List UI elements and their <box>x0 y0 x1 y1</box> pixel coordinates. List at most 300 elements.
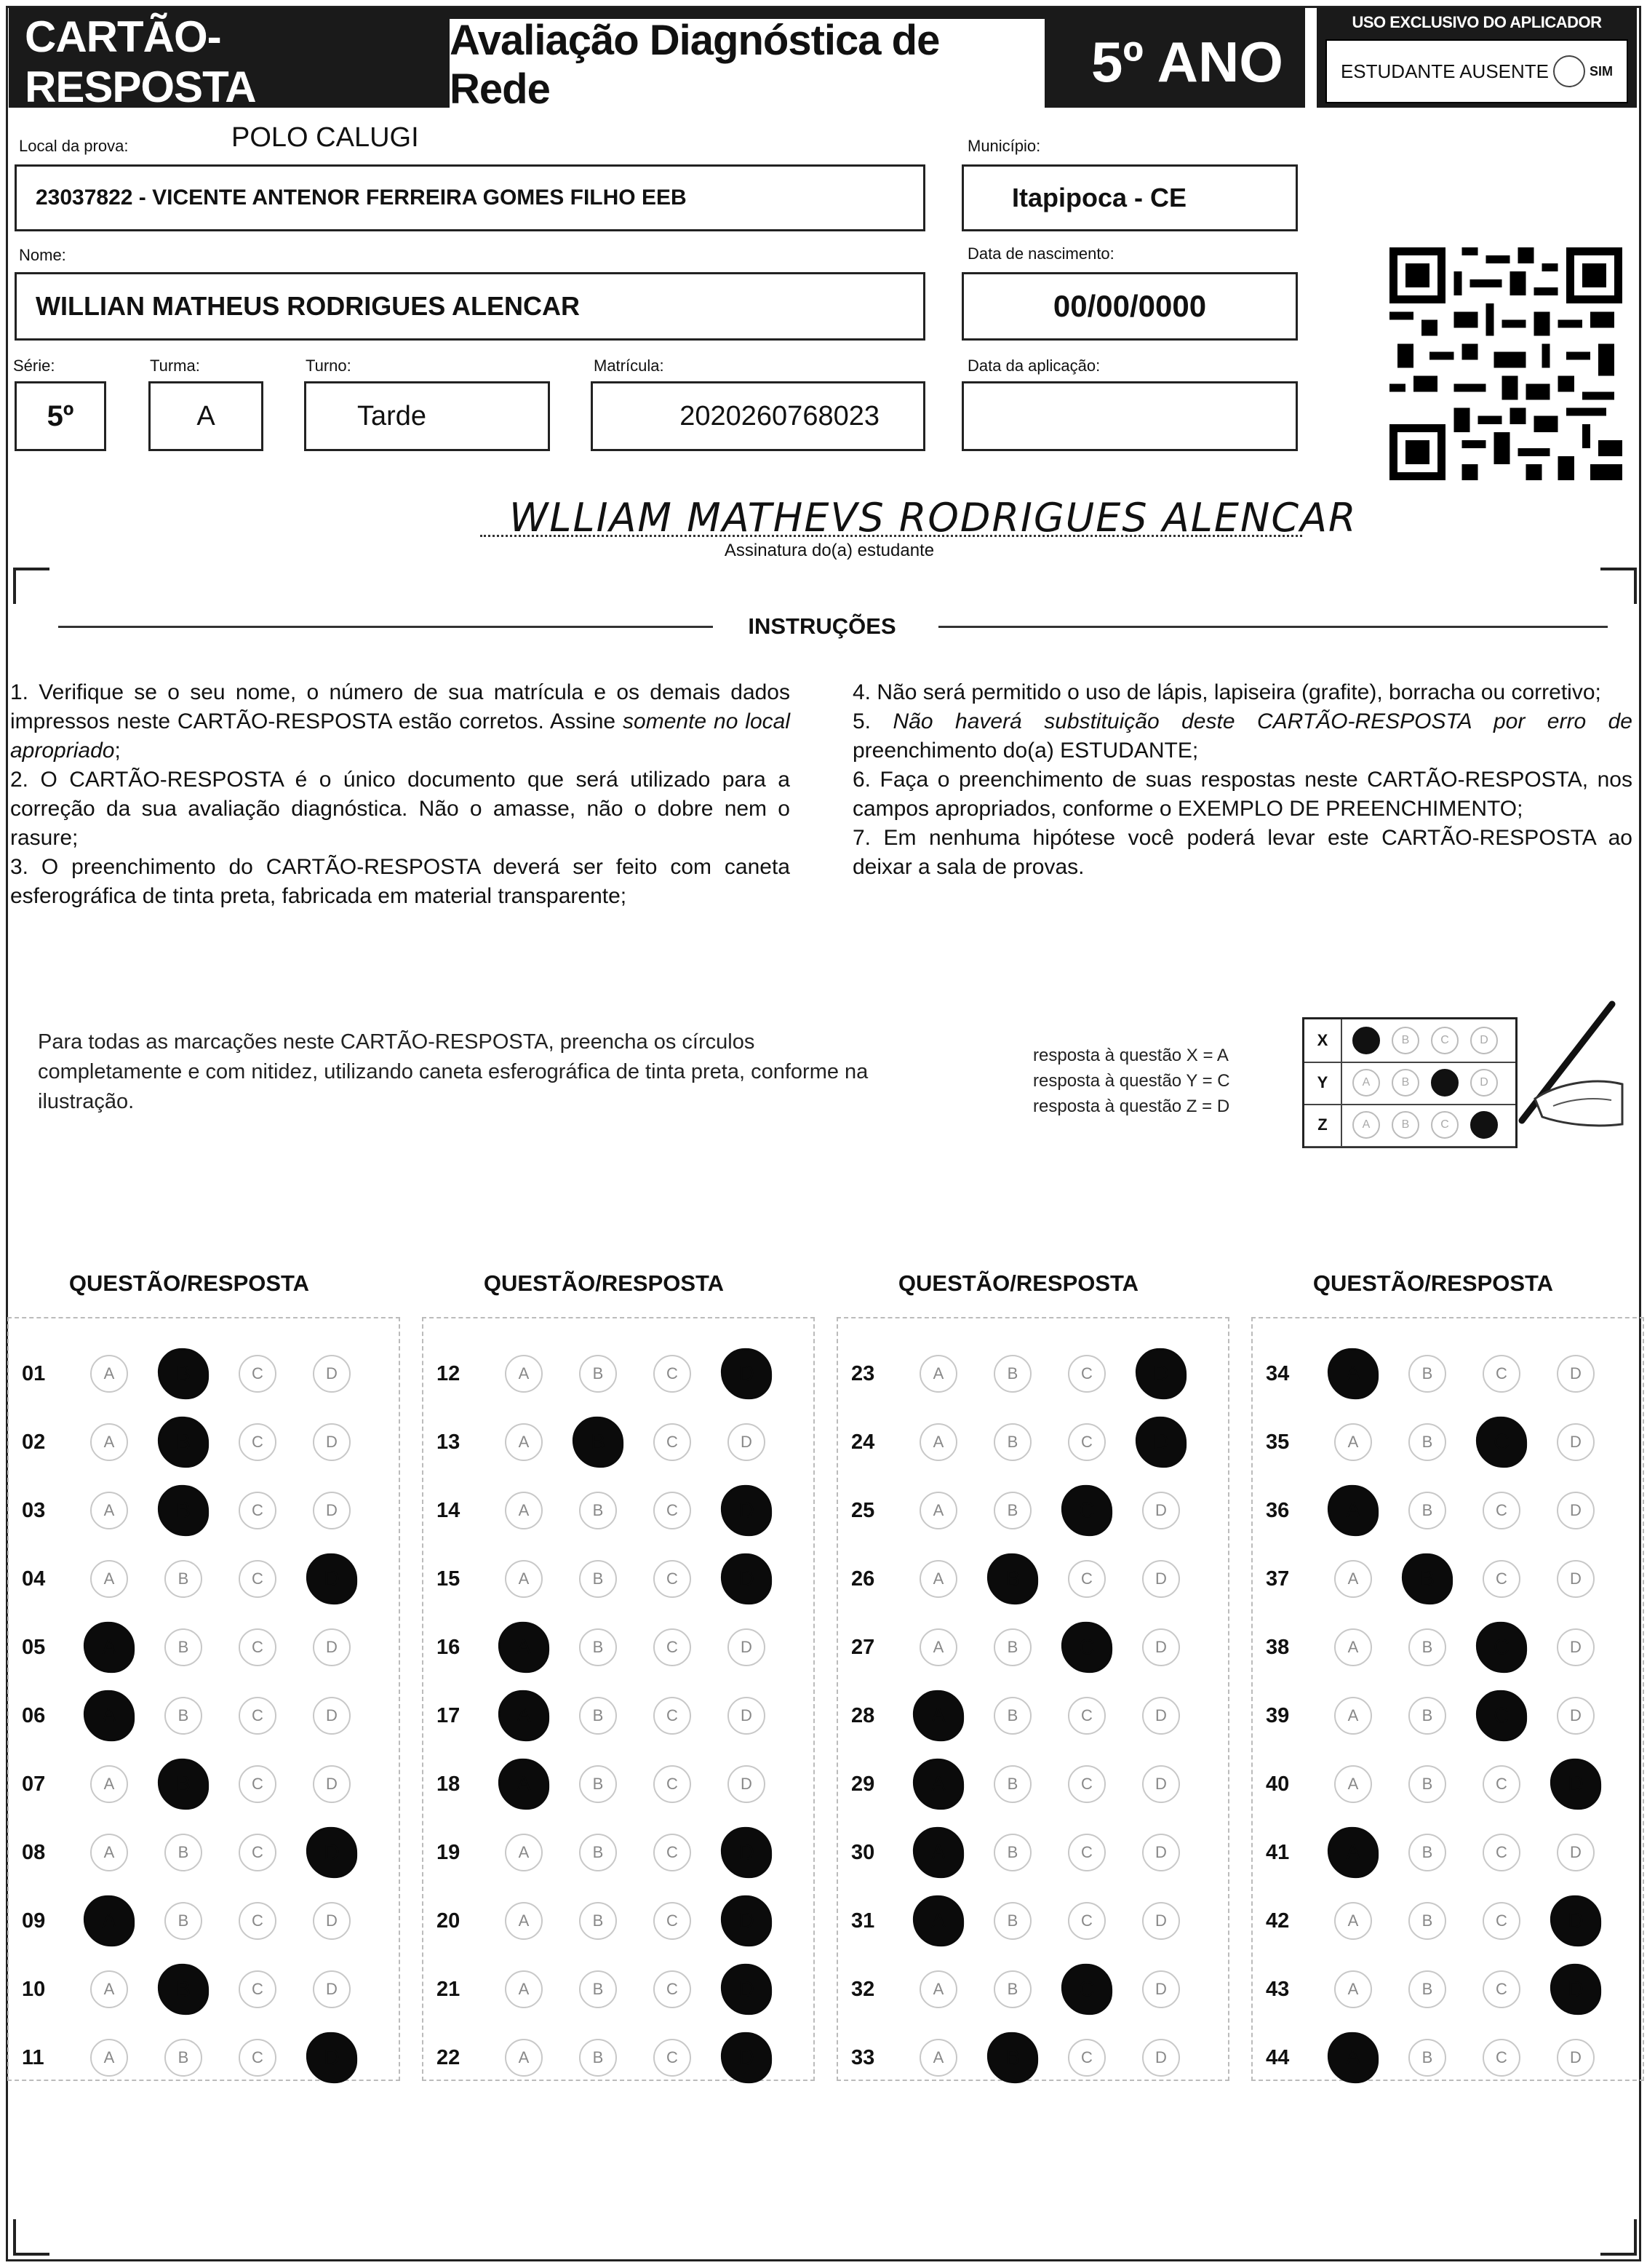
answer-bubble-a[interactable]: A <box>1328 1348 1379 1399</box>
question-number: 26 <box>851 1567 875 1591</box>
question-number: 36 <box>1266 1498 1290 1522</box>
answer-bubble-a[interactable]: A <box>90 1970 128 2008</box>
legend-x: resposta à questão X = A <box>1033 1046 1229 1065</box>
question-row <box>851 1420 1193 1464</box>
answer-bubble-c[interactable]: C <box>239 1834 276 1871</box>
answer-bubble-c[interactable]: C <box>1483 1970 1520 2008</box>
nome-label: Nome: <box>19 246 66 264</box>
answer-bubble-c[interactable]: C <box>239 1355 276 1393</box>
answer-bubble-d[interactable]: D <box>1142 1492 1180 1529</box>
answer-bubble-b[interactable]: B <box>994 1834 1032 1871</box>
question-number: 41 <box>1266 1840 1290 1864</box>
answer-bubble-d[interactable]: D <box>1142 2039 1180 2077</box>
applicator-title: USO EXCLUSIVO DO APLICADOR <box>1352 13 1602 31</box>
instructions-title: INSTRUÇÕES <box>748 613 896 639</box>
answer-bubble-a[interactable]: A <box>1334 1970 1372 2008</box>
question-number: 08 <box>22 1840 46 1864</box>
answer-bubble-d[interactable]: D <box>1142 1765 1180 1803</box>
answer-bubble-d[interactable]: D <box>1142 1628 1180 1666</box>
answer-bubble-d[interactable]: D <box>1550 1759 1601 1810</box>
example-bubble: B <box>1392 1111 1419 1139</box>
answer-column-title: QUESTÃO/RESPOSTA <box>68 1270 310 1296</box>
answer-bubble-a[interactable]: A <box>1328 1827 1379 1878</box>
answer-bubble-a[interactable]: A <box>90 1355 128 1393</box>
answer-bubble-a[interactable]: A <box>505 1492 543 1529</box>
answer-bubble-d[interactable]: D <box>1557 1355 1595 1393</box>
answer-bubble-b[interactable]: B <box>1408 1765 1446 1803</box>
answer-bubble-c[interactable]: C <box>239 1628 276 1666</box>
answer-bubble-c[interactable]: C <box>653 1423 691 1461</box>
instructions-right <box>853 678 1632 882</box>
example-row-label: Z <box>1304 1104 1342 1146</box>
answer-bubble-c[interactable]: C <box>653 1970 691 2008</box>
question-row <box>22 1557 364 1601</box>
legend-z: resposta à questão Z = D <box>1033 1097 1230 1116</box>
answer-bubble-d[interactable]: D <box>313 1902 351 1940</box>
absent-box <box>1325 39 1628 103</box>
answer-bubble-d[interactable]: D <box>306 1553 357 1604</box>
answer-bubble-a[interactable]: A <box>1328 1485 1379 1536</box>
question-row <box>22 1489 364 1532</box>
example-bubble: D <box>1470 1069 1498 1097</box>
question-number: 43 <box>1266 1977 1290 2001</box>
aplicacao-field <box>962 381 1298 451</box>
answer-bubble-a[interactable]: A <box>90 1492 128 1529</box>
answer-bubble-d[interactable]: D <box>721 1895 772 1946</box>
answer-bubble-c[interactable]: C <box>653 1492 691 1529</box>
frame-corner-tl <box>13 568 49 604</box>
answer-bubble-c[interactable]: C <box>239 1492 276 1529</box>
answer-bubble-c[interactable]: C <box>1483 1560 1520 1598</box>
question-number: 39 <box>1266 1703 1290 1727</box>
answer-bubble-b[interactable]: B <box>994 1970 1032 2008</box>
question-number: 03 <box>22 1498 46 1522</box>
answer-bubble-b[interactable]: B <box>579 1902 617 1940</box>
answer-bubble-d[interactable]: D <box>727 1423 765 1461</box>
answer-bubble-c[interactable]: C <box>653 1765 691 1803</box>
question-number: 14 <box>436 1498 460 1522</box>
answer-bubble-b[interactable]: B <box>994 1355 1032 1393</box>
question-number: 31 <box>851 1909 875 1933</box>
answer-bubble-c[interactable]: C <box>653 1697 691 1735</box>
answer-bubble-d[interactable]: D <box>721 1553 772 1604</box>
question-number: 21 <box>436 1977 460 2001</box>
answer-bubble-d[interactable]: D <box>1557 2039 1595 2077</box>
grade-title: 5º ANO <box>1091 29 1283 94</box>
answer-bubble-a[interactable]: A <box>505 1355 543 1393</box>
answer-bubble-b[interactable]: B <box>579 1560 617 1598</box>
answer-bubble-c[interactable]: C <box>1476 1622 1527 1673</box>
question-number: 16 <box>436 1635 460 1659</box>
nome-field: WILLIAN MATHEUS RODRIGUES ALENCAR <box>15 272 925 341</box>
answer-bubble-d[interactable]: D <box>1142 1902 1180 1940</box>
answer-bubble-a[interactable]: A <box>90 1423 128 1461</box>
answer-bubble-b[interactable]: B <box>158 1417 209 1468</box>
question-row <box>436 1489 778 1532</box>
question-row <box>436 1352 778 1396</box>
answer-bubble-b[interactable]: B <box>1408 2039 1446 2077</box>
answer-bubble-b[interactable]: B <box>579 1355 617 1393</box>
question-number: 38 <box>1266 1635 1290 1659</box>
answer-bubble-d[interactable]: D <box>1557 1492 1595 1529</box>
question-number: 27 <box>851 1635 875 1659</box>
answer-bubble-c[interactable]: C <box>1483 2039 1520 2077</box>
answer-bubble-d[interactable]: D <box>313 1492 351 1529</box>
question-number: 32 <box>851 1977 875 2001</box>
question-row <box>1266 1899 1608 1943</box>
question-row <box>1266 1831 1608 1874</box>
answer-bubble-b[interactable]: B <box>1408 1355 1446 1393</box>
answer-bubble-a[interactable]: A <box>920 1560 957 1598</box>
matricula-label: Matrícula: <box>594 357 664 375</box>
answer-bubble-c[interactable]: C <box>239 1423 276 1461</box>
answer-bubble-d[interactable]: D <box>727 1697 765 1735</box>
answer-bubble-b[interactable]: B <box>1408 1902 1446 1940</box>
answer-bubble-d[interactable]: D <box>313 1628 351 1666</box>
answer-bubble-d[interactable]: D <box>1142 1970 1180 2008</box>
example-bubble <box>1352 1027 1380 1054</box>
signature-line <box>480 535 1302 537</box>
answer-bubble-d[interactable]: D <box>313 1355 351 1393</box>
serie-label: Série: <box>13 357 55 375</box>
question-row <box>851 1557 1193 1601</box>
question-number: 20 <box>436 1909 460 1933</box>
answer-bubble-d[interactable]: D <box>1557 1697 1595 1735</box>
turno-field: Tarde <box>304 381 550 451</box>
answer-bubble-c[interactable]: C <box>239 1902 276 1940</box>
answer-bubble-a[interactable]: A <box>1334 1628 1372 1666</box>
answer-bubble-a[interactable]: A <box>84 1622 135 1673</box>
question-number: 09 <box>22 1909 46 1933</box>
answer-bubble-a[interactable]: A <box>920 2039 957 2077</box>
question-row <box>22 1899 364 1943</box>
legend-y: resposta à questão Y = C <box>1033 1071 1230 1091</box>
answer-bubble-b[interactable]: B <box>579 1697 617 1735</box>
answer-bubble-d[interactable]: D <box>727 1628 765 1666</box>
turno-label: Turno: <box>306 357 351 375</box>
answer-bubble-b[interactable]: B <box>579 1628 617 1666</box>
answer-bubble-c[interactable]: C <box>653 1628 691 1666</box>
question-number: 28 <box>851 1703 875 1727</box>
answer-bubble-c[interactable]: C <box>1061 1964 1112 2015</box>
answer-bubble-b[interactable]: B <box>1402 1553 1453 1604</box>
answer-bubble-b[interactable]: B <box>158 1485 209 1536</box>
answer-bubble-b[interactable]: B <box>164 1628 202 1666</box>
answer-column-title: QUESTÃO/RESPOSTA <box>483 1270 725 1296</box>
answer-bubble-b[interactable]: B <box>987 1553 1038 1604</box>
answer-bubble-a[interactable]: A <box>84 1690 135 1741</box>
answer-bubble-c[interactable]: C <box>1483 1765 1520 1803</box>
answer-bubble-a[interactable]: A <box>920 1355 957 1393</box>
answer-bubble-a[interactable]: A <box>920 1970 957 2008</box>
instruction-5-end: preenchimento do(a) ESTUDANTE; <box>853 739 1199 763</box>
answer-bubble-b[interactable]: B <box>164 1560 202 1598</box>
question-number: 42 <box>1266 1909 1290 1933</box>
question-row <box>22 1420 364 1464</box>
matricula-field: 2020260768023 <box>591 381 925 451</box>
answer-bubble-d[interactable]: D <box>306 1827 357 1878</box>
answer-bubble-b[interactable]: B <box>164 2039 202 2077</box>
answer-bubble-d[interactable]: D <box>721 1348 772 1399</box>
question-number: 10 <box>22 1977 46 2001</box>
answer-bubble-c[interactable]: C <box>239 2039 276 2077</box>
answer-bubble-c[interactable]: C <box>1476 1417 1527 1468</box>
question-row <box>851 1899 1193 1943</box>
answer-bubble-d[interactable]: D <box>1136 1417 1187 1468</box>
answer-bubble-a[interactable]: A <box>505 1560 543 1598</box>
answer-bubble-d[interactable]: D <box>721 1827 772 1878</box>
answer-bubble-c[interactable]: C <box>653 1834 691 1871</box>
instruction-1: 1. Verifique se o seu nome, o número de sua matrícula e os demais dados impressos neste CARTÃO-RESPOSTA estão corretos. Assine <box>10 680 790 733</box>
answer-bubble-a[interactable]: A <box>90 2039 128 2077</box>
question-row <box>436 1762 778 1806</box>
answer-bubble-c[interactable]: C <box>1483 1902 1520 1940</box>
answer-bubble-c[interactable]: C <box>1483 1355 1520 1393</box>
answer-bubble-c[interactable]: C <box>1068 1765 1106 1803</box>
answer-bubble-a[interactable]: A <box>920 1423 957 1461</box>
answer-bubble-d[interactable]: D <box>721 2032 772 2083</box>
answer-bubble-c[interactable]: C <box>1068 1560 1106 1598</box>
question-row <box>851 1831 1193 1874</box>
question-row <box>1266 2036 1608 2080</box>
example-bubble: C <box>1431 1027 1459 1054</box>
answer-bubble-a[interactable]: A <box>498 1690 549 1741</box>
answer-bubble-c[interactable]: C <box>1068 1423 1106 1461</box>
question-number: 22 <box>436 2045 460 2069</box>
answer-bubble-c[interactable]: C <box>1068 1902 1106 1940</box>
answer-bubble-d[interactable]: D <box>1557 1560 1595 1598</box>
answer-bubble-c[interactable]: C <box>653 2039 691 2077</box>
answer-bubble-b[interactable]: B <box>1408 1970 1446 2008</box>
answer-bubble-b[interactable]: B <box>994 1423 1032 1461</box>
example-row-label: X <box>1304 1019 1342 1062</box>
question-row <box>1266 1557 1608 1601</box>
example-bubble: A <box>1352 1069 1380 1097</box>
answer-bubble-a[interactable]: A <box>90 1834 128 1871</box>
question-number: 19 <box>436 1840 460 1864</box>
answer-bubble-a[interactable]: A <box>498 1622 549 1673</box>
answer-bubble-a[interactable]: A <box>90 1765 128 1803</box>
question-number: 17 <box>436 1703 460 1727</box>
question-number: 15 <box>436 1567 460 1591</box>
instruction-1-end: ; <box>114 739 121 763</box>
question-row <box>22 1352 364 1396</box>
answer-bubble-b[interactable]: B <box>164 1697 202 1735</box>
question-number: 06 <box>22 1703 46 1727</box>
answer-bubble-a[interactable]: A <box>498 1759 549 1810</box>
answer-bubble-b[interactable]: B <box>573 1417 623 1468</box>
question-row <box>436 1557 778 1601</box>
answer-bubble-c[interactable]: C <box>1483 1492 1520 1529</box>
question-number: 13 <box>436 1430 460 1454</box>
turma-field: A <box>148 381 263 451</box>
answer-bubble-c[interactable]: C <box>239 1970 276 2008</box>
question-number: 25 <box>851 1498 875 1522</box>
question-number: 18 <box>436 1772 460 1796</box>
answer-bubble-a[interactable]: A <box>1334 1560 1372 1598</box>
question-row <box>851 1626 1193 1669</box>
frame-corner-tr <box>1600 568 1637 604</box>
answer-bubble-d[interactable]: D <box>1142 1834 1180 1871</box>
question-row <box>1266 1420 1608 1464</box>
answer-bubble-d[interactable]: D <box>1557 1423 1595 1461</box>
question-row <box>851 1352 1193 1396</box>
answer-bubble-c[interactable]: C <box>1483 1834 1520 1871</box>
answer-bubble-c[interactable]: C <box>1068 1355 1106 1393</box>
answer-bubble-b[interactable]: B <box>579 1492 617 1529</box>
answer-bubble-d[interactable]: D <box>1550 1964 1601 2015</box>
header-bar <box>9 7 1305 113</box>
example-bubble: B <box>1392 1069 1419 1097</box>
answer-bubble-b[interactable]: B <box>994 1492 1032 1529</box>
answer-bubble-c[interactable]: C <box>1476 1690 1527 1741</box>
answer-bubble-a[interactable]: A <box>1334 1697 1372 1735</box>
municipio-label: Município: <box>968 137 1041 155</box>
answer-bubble-b[interactable]: B <box>994 1902 1032 1940</box>
signature-label: Assinatura do(a) estudante <box>724 541 935 560</box>
answer-bubble-b[interactable]: B <box>1408 1628 1446 1666</box>
question-number: 07 <box>22 1772 46 1796</box>
question-number: 11 <box>22 2045 44 2069</box>
answer-bubble-a[interactable]: A <box>1334 1765 1372 1803</box>
question-number: 04 <box>22 1567 46 1591</box>
instruction-3: 3. O preenchimento do CARTÃO-RESPOSTA deverá ser feito com caneta esferográfica de tinta preta, fabricada em material transparente; <box>10 855 790 908</box>
pen-hand-icon <box>1484 997 1630 1142</box>
question-number: 23 <box>851 1361 875 1385</box>
answer-bubble-a[interactable]: A <box>1334 1902 1372 1940</box>
answer-bubble-a[interactable]: A <box>505 1970 543 2008</box>
answer-bubble-c[interactable]: C <box>1068 1834 1106 1871</box>
question-number: 01 <box>22 1361 46 1385</box>
example-bubble: C <box>1431 1111 1459 1139</box>
serie-field: 5º <box>15 381 106 451</box>
answer-bubble-a[interactable]: A <box>920 1628 957 1666</box>
answer-bubble-b[interactable]: B <box>994 1628 1032 1666</box>
answer-bubble-c[interactable]: C <box>1061 1485 1112 1536</box>
answer-bubble-b[interactable]: B <box>994 1697 1032 1735</box>
answer-bubble-a[interactable]: A <box>913 1895 964 1946</box>
example-legend <box>1033 1043 1230 1119</box>
answer-bubble-a[interactable]: A <box>913 1759 964 1810</box>
answer-bubble-a[interactable]: A <box>913 1690 964 1741</box>
answer-bubble-b[interactable]: B <box>1408 1697 1446 1735</box>
question-row <box>436 1420 778 1464</box>
question-row <box>851 1694 1193 1738</box>
question-number: 05 <box>22 1635 46 1659</box>
example-instructions: Para todas as marcações neste CARTÃO-RESPOSTA, preencha os círculos completamente e com nitidez, utilizando caneta esferográfica de tinta preta, conforme na ilustração. <box>38 1030 869 1113</box>
answer-bubble-d[interactable]: D <box>313 1970 351 2008</box>
answer-bubble-b[interactable]: B <box>579 2039 617 2077</box>
answer-bubble-d[interactable]: D <box>306 2032 357 2083</box>
instructions-left <box>10 678 790 911</box>
question-row <box>436 1967 778 2011</box>
question-row <box>436 1899 778 1943</box>
answer-bubble-d[interactable]: D <box>1550 1895 1601 1946</box>
answer-bubble-c[interactable]: C <box>239 1697 276 1735</box>
answer-bubble-b[interactable]: B <box>1408 1834 1446 1871</box>
answer-bubble-a[interactable]: A <box>1334 1423 1372 1461</box>
answer-bubble-b[interactable]: B <box>579 1765 617 1803</box>
answer-bubble-a[interactable]: A <box>505 1902 543 1940</box>
question-number: 37 <box>1266 1567 1290 1591</box>
answer-bubble-b[interactable]: B <box>158 1348 209 1399</box>
exam-title: Avaliação Diagnóstica de Rede <box>450 19 1045 111</box>
answer-bubble-c[interactable]: C <box>239 1765 276 1803</box>
answer-column-title: QUESTÃO/RESPOSTA <box>898 1270 1139 1296</box>
answer-bubble-c[interactable]: C <box>653 1560 691 1598</box>
answer-bubble-a[interactable]: A <box>920 1492 957 1529</box>
turma-label: Turma: <box>150 357 200 375</box>
answer-bubble-b[interactable]: B <box>1408 1492 1446 1529</box>
answer-bubble-d[interactable]: D <box>727 1765 765 1803</box>
absent-bubble[interactable] <box>1553 55 1585 87</box>
answer-bubble-b[interactable]: B <box>994 1765 1032 1803</box>
answer-bubble-d[interactable]: D <box>1557 1834 1595 1871</box>
answer-bubble-a[interactable]: A <box>90 1560 128 1598</box>
answer-bubble-b[interactable]: B <box>1408 1423 1446 1461</box>
instruction-5: 5. <box>853 709 893 733</box>
question-row <box>1266 1489 1608 1532</box>
instruction-5-emphasis: Não haverá substituição deste CARTÃO-RESPOSTA por erro de <box>893 709 1632 733</box>
answer-bubble-d[interactable]: D <box>1142 1560 1180 1598</box>
answer-bubble-c[interactable]: C <box>1061 1622 1112 1673</box>
answer-bubble-c[interactable]: C <box>1068 2039 1106 2077</box>
school-field: 23037822 - VICENTE ANTENOR FERREIRA GOMES FILHO EEB <box>15 164 925 231</box>
answer-bubble-b[interactable]: B <box>164 1834 202 1871</box>
answer-bubble-b[interactable]: B <box>158 1759 209 1810</box>
answer-bubble-d[interactable]: D <box>1136 1348 1187 1399</box>
answer-bubble-b[interactable]: B <box>164 1902 202 1940</box>
question-number: 29 <box>851 1772 875 1796</box>
question-row <box>22 2036 364 2080</box>
answer-bubble-d[interactable]: D <box>1557 1628 1595 1666</box>
question-number: 02 <box>22 1430 46 1454</box>
answer-bubble-a[interactable]: A <box>505 1423 543 1461</box>
answer-bubble-d[interactable]: D <box>313 1423 351 1461</box>
answer-bubble-b[interactable]: B <box>579 1970 617 2008</box>
answer-bubble-a[interactable]: A <box>505 1834 543 1871</box>
answer-bubble-a[interactable]: A <box>84 1895 135 1946</box>
answer-bubble-b[interactable]: B <box>987 2032 1038 2083</box>
local-value: POLO CALUGI <box>231 122 419 153</box>
question-row <box>851 1489 1193 1532</box>
answer-bubble-c[interactable]: C <box>653 1902 691 1940</box>
answer-bubble-a[interactable]: A <box>1328 2032 1379 2083</box>
question-row <box>851 2036 1193 2080</box>
answer-bubble-c[interactable]: C <box>239 1560 276 1598</box>
example-bubble: D <box>1470 1027 1498 1054</box>
question-number: 44 <box>1266 2045 1290 2069</box>
answer-bubble-b[interactable]: B <box>158 1964 209 2015</box>
answer-bubble-b[interactable]: B <box>579 1834 617 1871</box>
answer-bubble-d[interactable]: D <box>313 1765 351 1803</box>
example-bubble: B <box>1392 1027 1419 1054</box>
answer-bubble-a[interactable]: A <box>505 2039 543 2077</box>
answer-bubble-d[interactable]: D <box>721 1964 772 2015</box>
answer-bubble-d[interactable]: D <box>1142 1697 1180 1735</box>
nascimento-field: 00/00/0000 <box>962 272 1298 341</box>
answer-bubble-d[interactable]: D <box>313 1697 351 1735</box>
instruction-7: 7. Em nenhuma hipótese você poderá levar este CARTÃO-RESPOSTA ao deixar a sala de provas. <box>853 826 1632 879</box>
answer-bubble-a[interactable]: A <box>913 1827 964 1878</box>
absent-yes-label: SIM <box>1590 63 1614 79</box>
question-number: 40 <box>1266 1772 1290 1796</box>
answer-bubble-c[interactable]: C <box>1068 1697 1106 1735</box>
instructions-rule-right <box>938 626 1608 628</box>
card-title: CARTÃO-RESPOSTA <box>25 12 256 111</box>
answer-bubble-c[interactable]: C <box>653 1355 691 1393</box>
answer-bubble-d[interactable]: D <box>721 1485 772 1536</box>
